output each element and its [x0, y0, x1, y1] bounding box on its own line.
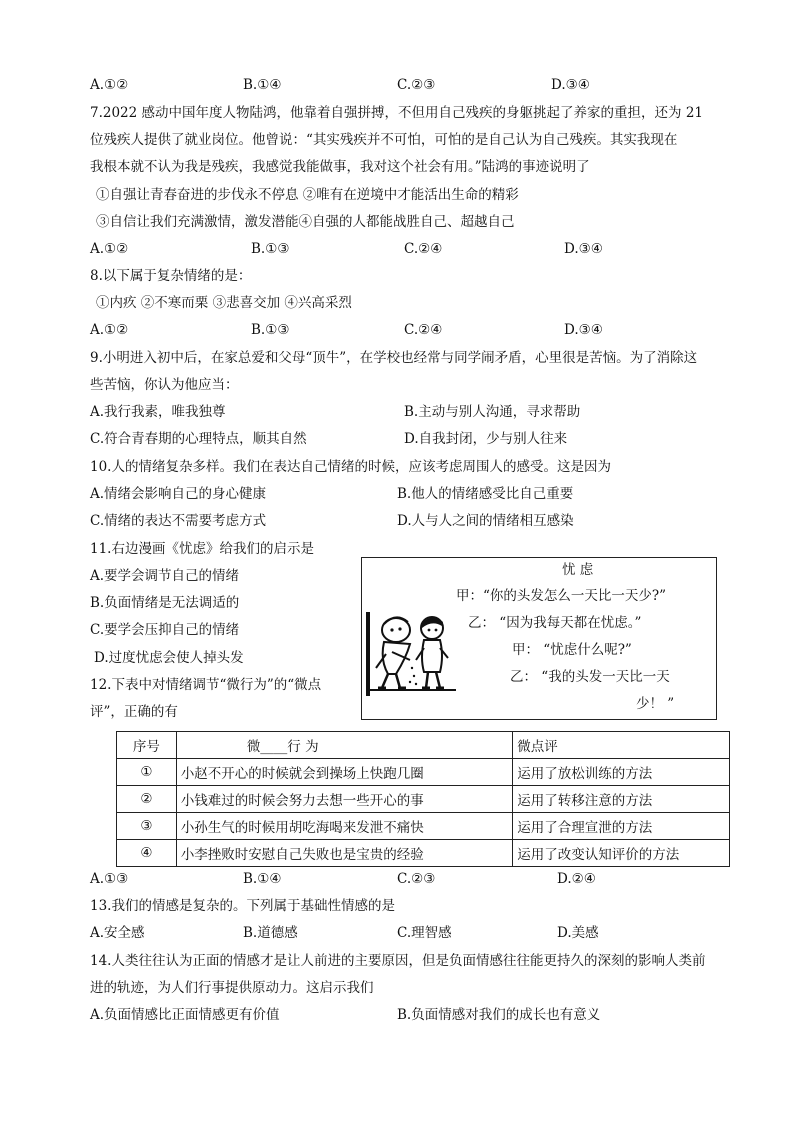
table-row: [117, 759, 730, 786]
q7-option-d: D.③④: [564, 241, 603, 257]
q10-option-b: B.他人的情绪感受比自己重要: [397, 486, 574, 502]
q11-option-d: D.过度忧虑会使人掉头发: [94, 650, 244, 666]
table-cell-comment: 运用了改变认知评价的方法: [513, 840, 730, 867]
q9-option-a: A.我行我素，唯我独尊: [90, 404, 226, 420]
q13-option-a: A.安全感: [90, 925, 145, 941]
table-row: [117, 813, 730, 840]
q8-option-a: A.①②: [90, 322, 129, 338]
q12-option-c: C.②③: [397, 871, 436, 887]
q6-option-d: D.③④: [551, 77, 590, 93]
table-row: [117, 840, 730, 867]
q10-option-c: C.情绪的表达不需要考虑方式: [90, 513, 267, 529]
table-cell-comment: 运用了合理宣泄的方法: [513, 813, 730, 840]
q13-option-c: C.理智感: [397, 925, 452, 941]
q12-stem-line-1: 12.下表中对情绪调节“微行为”的“微点: [90, 677, 322, 693]
q10-stem: 10.人的情绪复杂多样。我们在表达自己情绪的时候，应该考虑周围人的感受。这是因为: [90, 459, 611, 475]
cartoon-worry-box: [361, 557, 717, 720]
q13-stem: 13.我们的情感是复杂的。下列属于基础性情感的是: [90, 898, 395, 914]
q7-items-line-1: ①自强让青春奋进的步伐永不停息 ②唯有在逆境中才能活出生命的精彩: [96, 187, 519, 203]
q8-option-d: D.③④: [564, 322, 603, 338]
q12-stem-line-2: 评”，正确的有: [90, 704, 178, 720]
q8-option-c: C.②④: [404, 322, 443, 338]
q8-option-b: B.①③: [251, 322, 290, 338]
cartoon-line-1: 甲：“你的头发怎么一天比一天少?”: [456, 588, 667, 604]
q11-stem: 11.右边漫画《忧虑》给我们的启示是: [90, 541, 314, 557]
q12-option-a: A.①③: [90, 871, 129, 887]
cartoon-line-2: 乙： “因为我每天都在忧虑。”: [468, 615, 642, 631]
table-header-index: 序号: [117, 732, 177, 759]
q11-option-c: C.要学会压抑自己的情绪: [90, 622, 240, 638]
q14-option-b: B.负面情感对我们的成长也有意义: [397, 1007, 601, 1023]
q7-items-line-2: ③自信让我们充满激情，激发潜能④自强的人都能战胜自己、超越自己: [96, 214, 515, 230]
q7-option-a: A.①②: [90, 241, 129, 257]
table-cell-comment: 运用了转移注意的方法: [513, 786, 730, 813]
table-cell-index: ③: [117, 813, 177, 840]
table-cell-behavior: 小孙生气的时候用胡吃海喝来发泄不痛快: [176, 813, 512, 840]
q13-option-d: D.美感: [557, 925, 599, 941]
cartoon-line-4: 乙： “我的头发一天比一天: [510, 669, 670, 685]
q10-option-a: A.情绪会影响自己的身心健康: [90, 486, 267, 502]
cartoon-line-5: 少！ ”: [636, 696, 675, 712]
q11-option-b: B.负面情绪是无法调适的: [90, 595, 240, 611]
table-header-row: [117, 732, 730, 759]
q13-option-b: B.道德感: [243, 925, 298, 941]
q9-stem-line-1: 9.小明进入初中后，在家总爱和父母“顶牛”，在学校也经常与同学闹矛盾，心里很是苦恼。为了消除这: [90, 350, 698, 366]
table-row: [117, 786, 730, 813]
q7-stem-line-1: 7.2022 感动中国年度人物陆鸿，他靠着自强拼搏，不但用自己残疾的身躯挑起了养家的重担，还为 21: [90, 105, 703, 121]
q12-table: [116, 731, 730, 867]
cartoon-illustration: [366, 598, 458, 696]
q7-option-b: B.①③: [251, 241, 290, 257]
q7-option-c: C.②④: [404, 241, 443, 257]
table-cell-behavior: 小李挫败时安慰自己失败也是宝贵的经验: [176, 840, 512, 867]
q9-option-c: C.符合青春期的心理特点，顺其自然: [90, 431, 307, 447]
q12-option-d: D.②④: [557, 871, 596, 887]
q6-option-c: C.②③: [397, 77, 436, 93]
q10-option-d: D.人与人之间的情绪相互感染: [397, 513, 574, 529]
q6-option-a: A.①②: [90, 77, 129, 93]
q14-stem-line-2: 进的轨迹，为人们行事提供原动力。这启示我们: [90, 980, 374, 996]
table-cell-behavior: 小钱难过的时候会努力去想一些开心的事: [176, 786, 512, 813]
cartoon-line-3: 甲： “忧虑什么呢?”: [512, 642, 632, 658]
q9-option-d: D.自我封闭，少与别人往来: [404, 431, 568, 447]
cartoon-title: 忧 虑: [562, 562, 594, 578]
table-cell-behavior: 小赵不开心的时候就会到操场上快跑几圈: [176, 759, 512, 786]
table-cell-comment: 运用了放松训练的方法: [513, 759, 730, 786]
q12-option-b: B.①④: [243, 871, 282, 887]
table-cell-index: ④: [117, 840, 177, 867]
q14-stem-line-1: 14.人类往往认为正面的情感才是让人前进的主要原因，但是负面情感往往能更持久的深刻的影响人类前: [90, 953, 706, 969]
q14-option-a: A.负面情感比正面情感更有价值: [90, 1007, 280, 1023]
q7-stem-line-2: 位残疾人提供了就业岗位。他曾说：“其实残疾并不可怕，可怕的是自己认为自己残疾。其实我现在: [90, 132, 678, 148]
q6-option-b: B.①④: [243, 77, 282, 93]
table-cell-index: ②: [117, 786, 177, 813]
table-header-comment: 微点评: [513, 732, 730, 759]
q9-option-b: B.主动与别人沟通，寻求帮助: [404, 404, 581, 420]
q8-items: ①内疚 ②不寒而栗 ③悲喜交加 ④兴高采烈: [96, 295, 352, 311]
q8-stem: 8.以下属于复杂情绪的是：: [90, 268, 252, 284]
q9-stem-line-2: 些苦恼，你认为他应当：: [90, 377, 239, 393]
q11-option-a: A.要学会调节自己的情绪: [90, 568, 240, 584]
q7-stem-line-3: 我根本就不认为我是残疾，我感觉我能做事，我对这个社会有用。”陆鸿的事迹说明了: [90, 159, 590, 175]
table-header-behavior: 微____行 为: [176, 732, 512, 759]
table-cell-index: ①: [117, 759, 177, 786]
